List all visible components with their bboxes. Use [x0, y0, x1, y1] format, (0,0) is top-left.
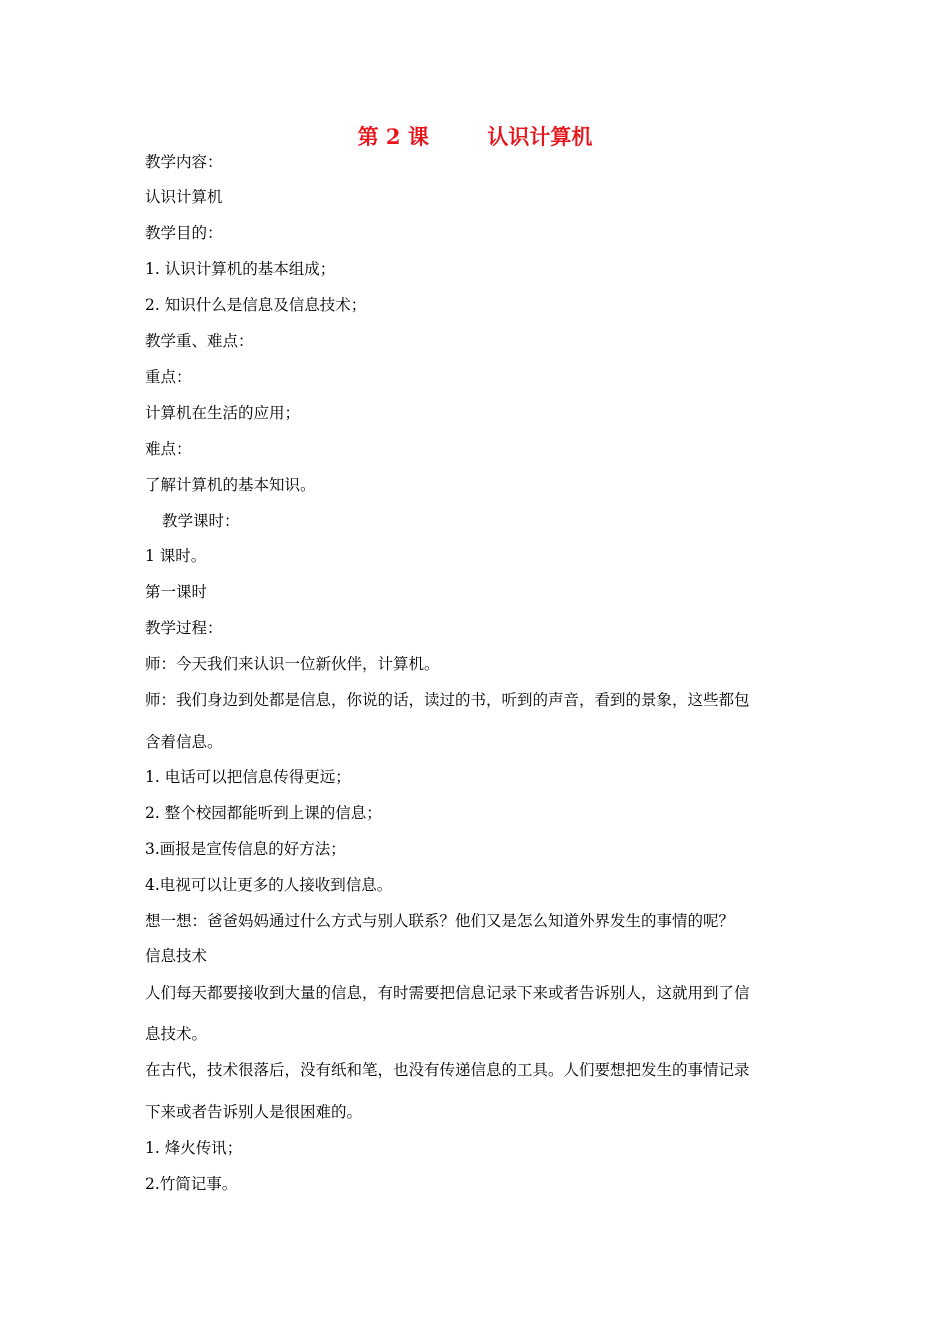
text-line: 重点：: [145, 368, 192, 386]
text-line: 教学目的：: [145, 224, 223, 242]
text-line: 3.画报是宣传信息的好方法；: [145, 840, 346, 858]
text-line: 2. 知识什么是信息及信息技术；: [145, 296, 367, 314]
text-line: 1 课时。: [145, 547, 207, 565]
text-line: 2. 整个校园都能听到上课的信息；: [145, 804, 382, 822]
text-line: 在古代，技术很落后，没有纸和笔，也没有传递信息的工具。人们要想把发生的事情记录: [145, 1061, 750, 1079]
text-line: 教学课时：: [162, 512, 240, 530]
text-line: 含着信息。: [145, 733, 223, 751]
text-line: 想一想：爸爸妈妈通过什么方式与别人联系？他们又是怎么知道外界发生的事情的呢？: [145, 912, 735, 930]
text-line: 下来或者告诉别人是很困难的。: [145, 1103, 363, 1121]
text-line: 息技术。: [145, 1025, 208, 1043]
text-line: 了解计算机的基本知识。: [145, 476, 316, 494]
text-line: 难点：: [145, 440, 192, 458]
text-line: 认识计算机: [145, 188, 223, 206]
text-line: 信息技术: [145, 947, 208, 965]
text-line: 2.竹简记事。: [145, 1175, 238, 1193]
lesson-title: 第 2 课 认识计算机: [357, 124, 593, 149]
text-line: 1. 烽火传讯；: [145, 1139, 243, 1157]
text-line: 计算机在生活的应用；: [145, 404, 301, 422]
text-line: 教学过程：: [145, 619, 223, 637]
text-line: 教学内容：: [145, 153, 223, 171]
text-line: 4.电视可以让更多的人接收到信息。: [145, 876, 393, 894]
text-line: 人们每天都要接收到大量的信息，有时需要把信息记录下来或者告诉别人，这就用到了信: [145, 984, 750, 1002]
text-line: 师：我们身边到处都是信息，你说的话，读过的书，听到的声音，看到的景象，这些都包: [145, 691, 750, 709]
text-line: 教学重、难点：: [145, 332, 254, 350]
text-line: 1. 认识计算机的基本组成；: [145, 260, 336, 278]
text-line: 师：今天我们来认识一位新伙伴，计算机。: [145, 655, 440, 673]
text-line: 1. 电话可以把信息传得更远；: [145, 768, 351, 786]
text-line: 第一课时: [145, 583, 208, 601]
